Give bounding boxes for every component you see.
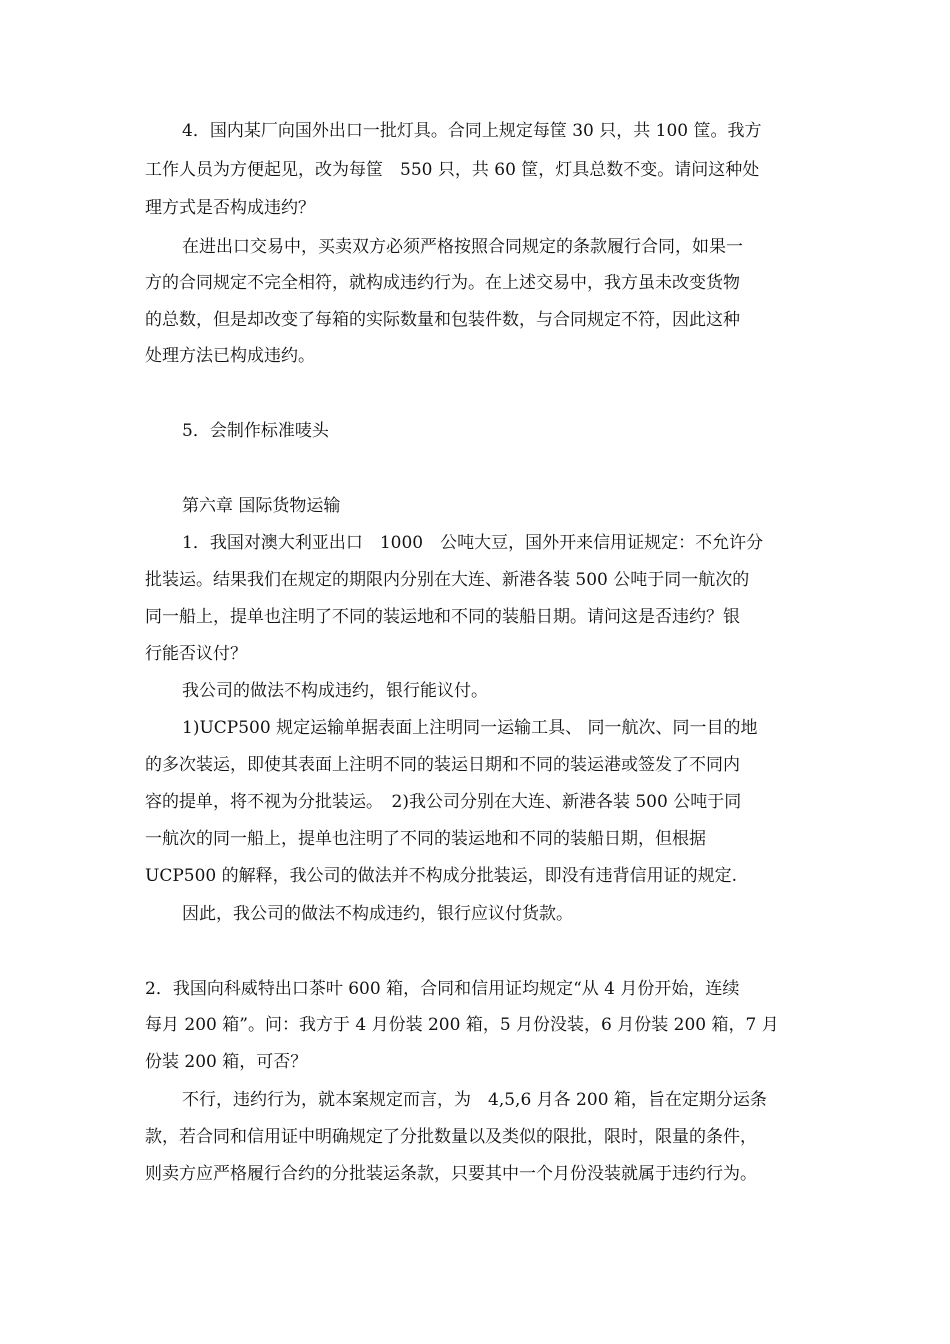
- ch6-q1-question-line-3: 同一船上，提单也注明了不同的装运地和不同的装船日期。请问这是否违约？银: [145, 607, 740, 627]
- ch6-q1-answer-line-1: 1)UCP500 规定运输单据表面上注明同一运输工具、 同一航次、同一目的地: [182, 718, 758, 738]
- ch6-q1-question-line-2: 批装运。结果我们在规定的期限内分别在大连、新港各装 500 公吨于同一航次的: [145, 570, 750, 590]
- ch6-q2-answer-line-3: 则卖方应严格履行合约的分批装运条款，只要其中一个月份没装就属于违约行为。: [145, 1164, 757, 1184]
- ch6-q2-answer-line-1: 不行，违约行为，就本案规定而言，为 4,5,6 月各 200 箱，旨在定期分运条: [182, 1090, 767, 1110]
- chapter-title: 第六章 国际货物运输: [182, 496, 341, 516]
- q4-question-line-3: 理方式是否构成违约？: [145, 198, 315, 218]
- ch6-q1-conclusion: 因此，我公司的做法不构成违约，银行应议付货款。: [182, 904, 573, 924]
- ch6-q2-answer-line-2: 款，若合同和信用证中明确规定了分批数量以及类似的限批，限时，限量的条件，: [145, 1127, 757, 1147]
- q4-question-line-1: 4．国内某厂向国外出口一批灯具。合同上规定每筐 30 只，共 100 筐。我方: [182, 121, 762, 141]
- ch6-q1-question-line-1: 1．我国对澳大利亚出口 1000 公吨大豆，国外开来信用证规定：不允许分: [182, 533, 764, 553]
- q4-answer-line-1: 在进出口交易中，买卖双方必须严格按照合同规定的条款履行合同，如果一: [182, 237, 743, 257]
- q4-question-line-2: 工作人员为方便起见，改为每筐 550 只，共 60 筐，灯具总数不变。请问这种处: [145, 160, 760, 180]
- q4-answer-line-2: 方的合同规定不完全相符，就构成违约行为。在上述交易中，我方虽未改变货物: [145, 273, 740, 293]
- q5-title: 5．会制作标准唛头: [182, 421, 329, 441]
- ch6-q1-question-line-4: 行能否议付？: [145, 644, 247, 664]
- ch6-q1-answer-line-2: 的多次装运，即使其表面上注明不同的装运日期和不同的装运港或签发了不同内: [145, 755, 740, 775]
- q4-answer-line-4: 处理方法已构成违约。: [145, 346, 315, 366]
- q4-answer-line-3: 的总数，但是却改变了每箱的实际数量和包装件数，与合同规定不符，因此这种: [145, 310, 740, 330]
- ch6-q1-answer-intro: 我公司的做法不构成违约，银行能议付。: [182, 681, 488, 701]
- ch6-q2-question-line-2: 每月 200 箱”。问：我方于 4 月份装 200 箱，5 月份没装，6 月份装 200 箱，7 月: [145, 1015, 779, 1035]
- ch6-q1-answer-line-5: UCP500 的解释，我公司的做法并不构成分批装运，即没有违背信用证的规定.: [145, 866, 738, 886]
- ch6-q1-answer-line-4: 一航次的同一船上，提单也注明了不同的装运地和不同的装船日期，但根据: [145, 829, 706, 849]
- ch6-q1-answer-line-3: 容的提单，将不视为分批装运。 2)我公司分别在大连、新港各装 500 公吨于同: [145, 792, 742, 812]
- ch6-q2-question-line-3: 份装 200 箱，可否？: [145, 1052, 308, 1072]
- ch6-q2-question-line-1: 2．我国向科威特出口茶叶 600 箱，合同和信用证均规定“从 4 月份开始，连续: [145, 979, 740, 999]
